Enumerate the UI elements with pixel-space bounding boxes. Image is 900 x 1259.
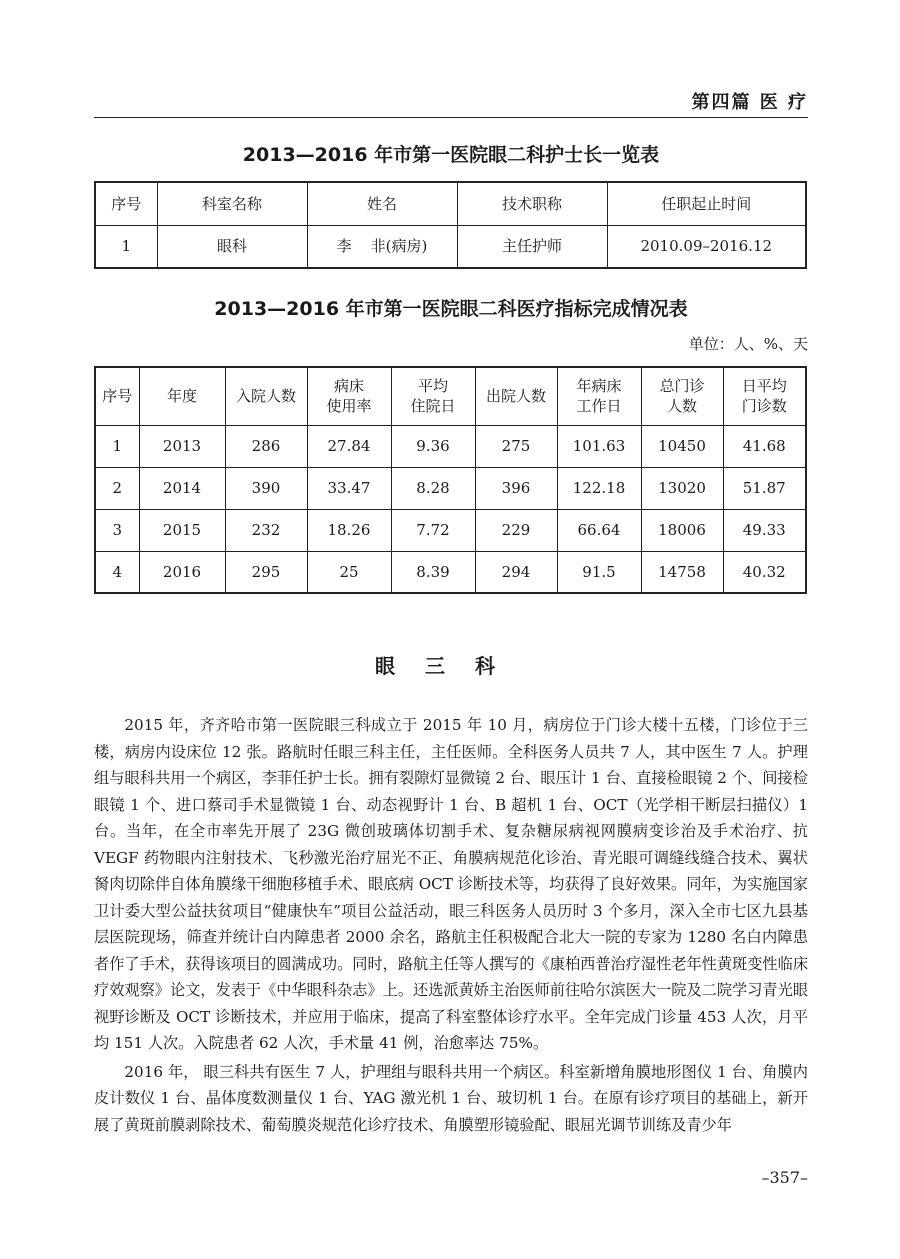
- table-cell: 18.26: [307, 509, 391, 551]
- column-header: 总门诊 人数: [641, 367, 723, 425]
- column-header: 姓名: [307, 182, 457, 225]
- table-row: [95, 551, 806, 593]
- table-cell: 49.33: [723, 509, 806, 551]
- table2-title: 2013—2016 年市第一医院眼二科医疗指标完成情况表: [214, 298, 688, 320]
- table-cell: 2014: [139, 467, 225, 509]
- body-text: [94, 712, 808, 1140]
- table-row: [95, 425, 806, 467]
- table-cell: 3: [95, 509, 139, 551]
- table-cell: 13020: [641, 467, 723, 509]
- unit-label: 单位：人、%、天: [688, 335, 808, 353]
- table-cell: 101.63: [557, 425, 641, 467]
- section-title: 眼三科: [375, 654, 525, 678]
- table-cell: 41.68: [723, 425, 806, 467]
- table-cell: 1: [95, 425, 139, 467]
- column-header: 出院人数: [475, 367, 557, 425]
- column-header: 技术职称: [457, 182, 607, 225]
- table-cell: 295: [225, 551, 307, 593]
- table-cell: 2010.09–2016.12: [607, 225, 806, 268]
- table-row: [95, 509, 806, 551]
- table-cell: 66.64: [557, 509, 641, 551]
- table-cell: 286: [225, 425, 307, 467]
- medical-indicators-table: [94, 366, 807, 594]
- table-cell: 122.18: [557, 467, 641, 509]
- table-row: [95, 467, 806, 509]
- table-header-row: [95, 182, 806, 225]
- column-header: 任职起止时间: [607, 182, 806, 225]
- table-cell: 主任护师: [457, 225, 607, 268]
- paragraph: 2016 年， 眼三科共有医生 7 人，护理组与眼科共用一个病区。科室新增角膜地形图仪 1 台、角膜内皮计数仪 1 台、晶体度数测量仪 1 台、YAG 激光机 1 台、玻切机 1 台。在原有诊疗项目的基础上，新开展了黄斑前膜剥除技术、葡萄膜炎规范化诊疗技术、角膜塑形镜验配、眼屈光调节训练及青少年: [94, 1062, 808, 1134]
- column-header: 平均 住院日: [391, 367, 475, 425]
- page-number: –357–: [761, 1168, 808, 1187]
- table-cell: 40.32: [723, 551, 806, 593]
- table-cell: 2016: [139, 551, 225, 593]
- paragraph: 2015 年，齐齐哈市第一医院眼三科成立于 2015 年 10 月，病房位于门诊大楼十五楼，门诊位于三楼，病房内设床位 12 张。路航时任眼三科主任，主任医师。全科医务人员共 7 人，其中医生 7 人。护理组与眼科共用一个病区，李菲任护士长。拥有裂隙灯显微镜 2 台、眼压计 1 台、直接检眼镜 2 个、间接检眼镜 1 个、进口蔡司手术显微镜 1 台、动态视野计 1 台、B 超机 1 台、OCT（光学相干断层扫描仪）1 台。当年，在全市率先开展了 23G 微创玻璃体切割手术、复杂糖尿病视网膜病变诊治及手术治疗、抗 VEGF 药物眼内注射技术、飞秒激光治疗屈光不正、角膜病规范化诊治、青光眼可调缝线缝合技术、翼状胬肉切除伴自体角膜缘干细胞移植手术、眼底病 OCT 诊断技术等，均获得了良好效果。同年，为实施国家卫计委大型公益扶贫项目“健康快车”项目公益活动，眼三科医务人员历时 3 个多月，深入全市七区九县基层医院现场，筛查并统计白内障患者 2000 余名，路航主任积极配合北大一院的专家为 1280 名白内障患者作了手术，获得该项目的圆满成功。同时，路航主任等人撰写的《康柏西普治疗湿性老年性黄斑变性临床疗效观察》论文，发表于《中华眼科杂志》上。还选派黄娇主治医师前往哈尔滨医大一院及二院学习青光眼视野诊断及 OCT 诊断技术，并应用于临床，提高了科室整体诊疗水平。全年完成门诊量 453 人次，月平均 151 人次。入院患者 62 人次，手术量 41 例，治愈率达 75%。: [94, 716, 808, 1052]
- table-cell: 294: [475, 551, 557, 593]
- table-cell: 27.84: [307, 425, 391, 467]
- table-cell: 李 非(病房): [307, 225, 457, 268]
- table-cell: 232: [225, 509, 307, 551]
- table-cell: 4: [95, 551, 139, 593]
- running-header: 第四篇 医 疗: [691, 92, 808, 113]
- table-cell: 1: [95, 225, 157, 268]
- table-cell: 眼科: [157, 225, 307, 268]
- column-header: 日平均 门诊数: [723, 367, 806, 425]
- column-header: 病床 使用率: [307, 367, 391, 425]
- table-cell: 396: [475, 467, 557, 509]
- table-cell: 2013: [139, 425, 225, 467]
- table-cell: 229: [475, 509, 557, 551]
- table-cell: 8.39: [391, 551, 475, 593]
- table-cell: 14758: [641, 551, 723, 593]
- table-cell: 9.36: [391, 425, 475, 467]
- table-cell: 2015: [139, 509, 225, 551]
- column-header: 入院人数: [225, 367, 307, 425]
- column-header: 年度: [139, 367, 225, 425]
- table-cell: 51.87: [723, 467, 806, 509]
- table-cell: 7.72: [391, 509, 475, 551]
- table-cell: 91.5: [557, 551, 641, 593]
- table1-title: 2013—2016 年市第一医院眼二科护士长一览表: [242, 144, 660, 166]
- column-header: 序号: [95, 182, 157, 225]
- table-header-row: [95, 367, 806, 425]
- column-header: 年病床 工作日: [557, 367, 641, 425]
- column-header: 科室名称: [157, 182, 307, 225]
- table-cell: 25: [307, 551, 391, 593]
- table-cell: 10450: [641, 425, 723, 467]
- table-cell: 18006: [641, 509, 723, 551]
- header-rule: [94, 117, 808, 118]
- table-cell: 275: [475, 425, 557, 467]
- table-cell: 8.28: [391, 467, 475, 509]
- head-nurse-table: [94, 181, 807, 269]
- table-row: [95, 225, 806, 268]
- table-cell: 390: [225, 467, 307, 509]
- column-header: 序号: [95, 367, 139, 425]
- table-cell: 2: [95, 467, 139, 509]
- table-cell: 33.47: [307, 467, 391, 509]
